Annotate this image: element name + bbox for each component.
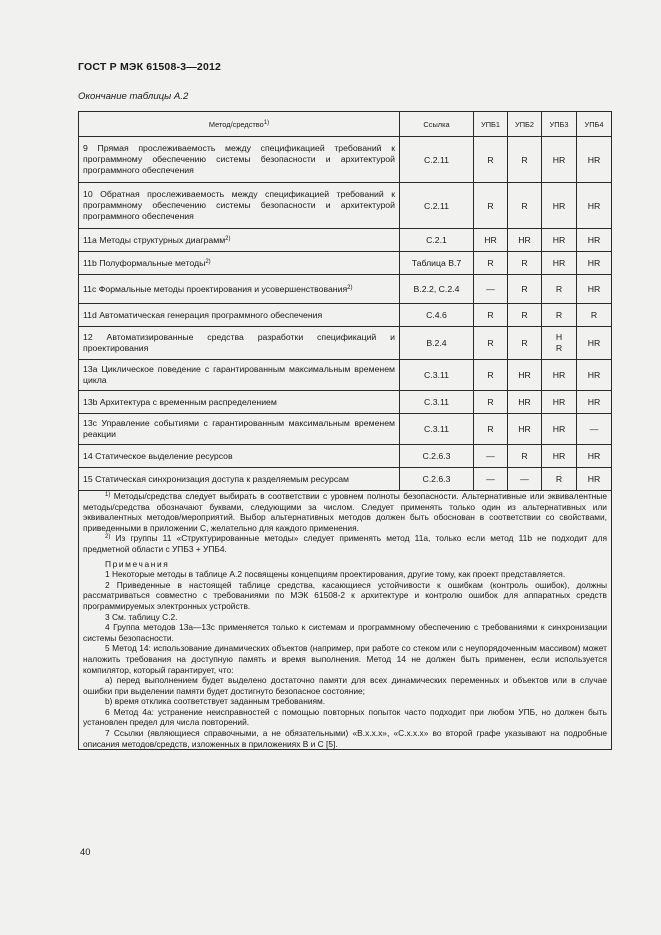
notes-cell: [79, 491, 612, 750]
method-cell: 11a Методы структурных диаграмм$^{2)}$: [79, 229, 400, 252]
note-item: а) перед выполнением будет выделено достаточно памяти для всех динамических переменных и объектов или в случае ошибки при выделении памяти будет достигнуто безопасное состояние;: [83, 675, 607, 696]
column-header-upb2: УПБ2: [508, 112, 542, 137]
upb1-cell: HR: [474, 229, 508, 252]
upb1-cell: —: [474, 445, 508, 468]
upb3-cell: R: [542, 304, 577, 327]
upb3-cell: HR: [542, 252, 577, 275]
reference-cell: С.2.1: [400, 229, 474, 252]
notes-title: Примечания: [105, 558, 170, 569]
upb4-cell: —: [577, 414, 612, 445]
note-item: 7 Ссылки (являющиеся справочными, а не обязательными) «В.х.х.х», «С.х.х.х» во второй графе указывают на подробные описания методов/средств, изложенных в приложениях В и С [5].: [83, 728, 607, 749]
upb3-cell: H R: [542, 327, 577, 360]
method-cell: 11b Полуформальные методы$^{2)}$: [79, 252, 400, 275]
upb3-cell: HR: [542, 137, 577, 183]
note-item: 5 Метод 14: использование динамических объектов (например, при работе со стеком или с неупорядоченным массивом) может наложить требования на доступную память и время выполнения. Метод 14 не должен быть применен, если используется компилятор, который гарантирует, что:: [83, 643, 607, 675]
table-row: [79, 445, 612, 468]
upb4-cell: HR: [577, 137, 612, 183]
table-row: [79, 304, 612, 327]
footnote-1: $^{1)}$ Методы/средства следует выбирать в соответствии с уровнем полноты безопасности. Альтернативные или эквивалентные методы/средства обозначают буквами, следующими за числом. Следует применять только один из альтернативных или эквивалентных методов/мероприятий. Выбор альтернативных методов должен быть обоснован в соответствии со свойствами, приведенными в приложении С, желательно для каждого применения.: [83, 491, 607, 533]
upb3-cell: HR: [542, 183, 577, 229]
table-row: [79, 468, 612, 491]
upb4-cell: HR: [577, 360, 612, 391]
upb2-cell: R: [508, 137, 542, 183]
methods-table: [78, 111, 612, 750]
upb2-cell: R: [508, 327, 542, 360]
reference-cell: В.2.2, С.2.4: [400, 275, 474, 304]
document-header: ГОСТ Р МЭК 61508-3—2012: [78, 61, 222, 73]
reference-cell: С.4.6: [400, 304, 474, 327]
upb1-cell: —: [474, 275, 508, 304]
upb4-cell: HR: [577, 275, 612, 304]
method-cell: 9 Прямая прослеживаемость между спецификацией требований к программному обеспечению системы безопасности и архитектурой программного обеспечения: [79, 137, 400, 183]
reference-cell: С.2.11: [400, 183, 474, 229]
table-row: [79, 391, 612, 414]
upb1-cell: —: [474, 468, 508, 491]
upb3-cell: HR: [542, 391, 577, 414]
upb1-cell: R: [474, 327, 508, 360]
note-item: b) время отклика соответствует заданным требованиям.: [105, 696, 326, 707]
note-item: 3 См. таблицу С.2.: [105, 611, 178, 622]
upb4-cell: R: [577, 304, 612, 327]
column-header-upb3: УПБ3: [542, 112, 577, 137]
method-cell: 13c Управление событиями с гарантированным максимальным временем реакции: [79, 414, 400, 445]
upb2-cell: HR: [508, 229, 542, 252]
upb1-cell: R: [474, 137, 508, 183]
notes-row: [79, 491, 612, 750]
note-item: 4 Группа методов 13а—13с применяется только к системам и программному обеспечению с требованиями к синхронизации системы безопасности.: [83, 622, 607, 643]
method-cell: 11d Автоматическая генерация программного обеспечения: [79, 304, 400, 327]
upb2-cell: HR: [508, 391, 542, 414]
reference-cell: С.2.6.3: [400, 468, 474, 491]
table-row: [79, 229, 612, 252]
reference-cell: В.2.4: [400, 327, 474, 360]
method-cell: 13b Архитектура с временным распределением: [79, 391, 400, 414]
upb2-cell: R: [508, 304, 542, 327]
table-row: [79, 414, 612, 445]
column-header-method: Метод/средство$^{1)}$: [79, 112, 400, 137]
column-header-reference: Ссылка: [400, 112, 474, 137]
upb4-cell: HR: [577, 327, 612, 360]
reference-cell: С.3.11: [400, 391, 474, 414]
column-header-upb4: УПБ4: [577, 112, 612, 137]
table-row: [79, 327, 612, 360]
table-row: [79, 183, 612, 229]
table-row: [79, 137, 612, 183]
upb2-cell: R: [508, 252, 542, 275]
upb4-cell: HR: [577, 391, 612, 414]
table-row: [79, 275, 612, 304]
upb4-cell: HR: [577, 252, 612, 275]
table-row: [79, 252, 612, 275]
note-item: 2 Приведенные в настоящей таблице средства, касающиеся устойчивости к ошибкам (контроль ошибок), должны рассматриваться совместно с требованиями по МЭК 61508-2 к архитектуре и контролю ошибок для аппаратных средств программируемых электронных устройств.: [83, 579, 607, 611]
table-header-row: [79, 112, 612, 137]
upb2-cell: R: [508, 183, 542, 229]
upb1-cell: R: [474, 183, 508, 229]
note-item: 6 Метод 4а: устранение неисправностей с помощью повторных попыток часто подходит при любом УПБ, но должен быть установлен предел для числа повторений.: [83, 706, 607, 728]
table-caption: Окончание таблицы А.2: [78, 91, 189, 102]
upb1-cell: R: [474, 360, 508, 391]
upb1-cell: R: [474, 414, 508, 445]
upb4-cell: HR: [577, 468, 612, 491]
upb2-cell: R: [508, 275, 542, 304]
table-row: [79, 360, 612, 391]
upb2-cell: HR: [508, 360, 542, 391]
upb3-cell: R: [542, 468, 577, 491]
upb3-cell: HR: [542, 414, 577, 445]
reference-cell: С.2.11: [400, 137, 474, 183]
upb3-cell: HR: [542, 229, 577, 252]
reference-cell: С.3.11: [400, 360, 474, 391]
upb1-cell: R: [474, 391, 508, 414]
page-number: 40: [80, 846, 91, 857]
upb2-cell: —: [508, 468, 542, 491]
reference-cell: С.2.6.3: [400, 445, 474, 468]
method-cell: 14 Статическое выделение ресурсов: [79, 445, 400, 468]
method-cell: 12 Автоматизированные средства разработки спецификаций и проектирования: [79, 327, 400, 360]
upb3-cell: HR: [542, 360, 577, 391]
method-cell: 15 Статическая синхронизация доступа к разделяемым ресурсам: [79, 468, 400, 491]
upb1-cell: R: [474, 304, 508, 327]
footnote-2: $^{2)}$ Из группы 11 «Структурированные методы» следует применять метод 11а, только если метод 11b не подходит для предметной области с УПБ3 + УПБ4.: [83, 533, 607, 554]
method-cell: 11c Формальные методы проектирования и усовершенствования$^{2)}$: [79, 275, 400, 304]
upb4-cell: HR: [577, 445, 612, 468]
upb2-cell: R: [508, 445, 542, 468]
upb4-cell: HR: [577, 229, 612, 252]
method-cell: 10 Обратная прослеживаемость между спецификацией требований к программному обеспечению системы безопасности и архитектурой программного обеспечения: [79, 183, 400, 229]
method-cell: 13a Циклическое поведение с гарантированным максимальным временем цикла: [79, 360, 400, 391]
note-item: 1 Некоторые методы в таблице А.2 посвящены концепциям проектирования, другие тому, как проект представляется.: [105, 569, 566, 580]
notes-list: [83, 569, 607, 749]
upb3-cell: HR: [542, 445, 577, 468]
reference-cell: С.3.11: [400, 414, 474, 445]
upb2-cell: HR: [508, 414, 542, 445]
column-header-upb1: УПБ1: [474, 112, 508, 137]
upb4-cell: HR: [577, 183, 612, 229]
reference-cell: Таблица В.7: [400, 252, 474, 275]
upb3-cell: R: [542, 275, 577, 304]
upb1-cell: R: [474, 252, 508, 275]
